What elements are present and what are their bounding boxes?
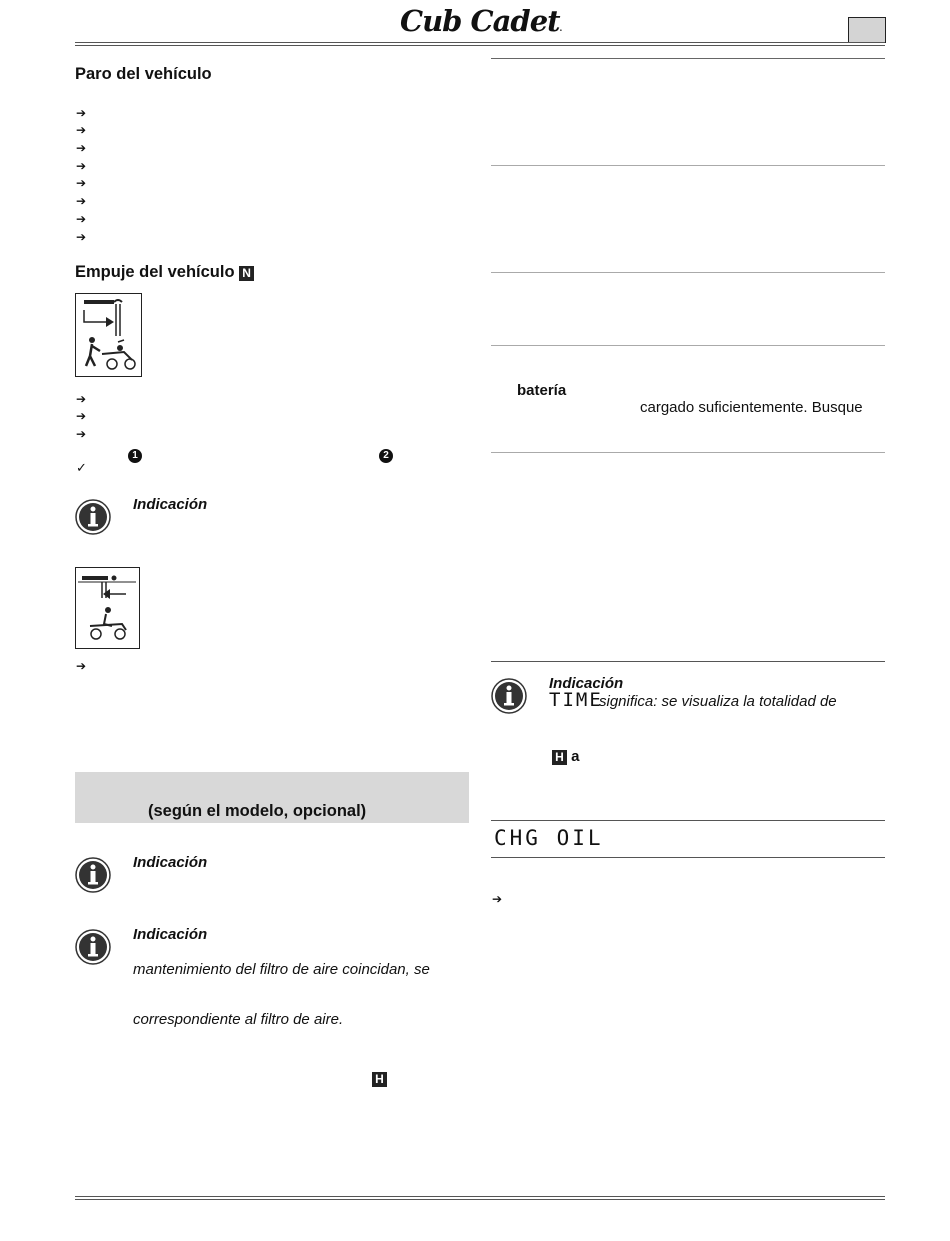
note-3-line-1: mantenimiento del filtro de aire coincidan, se (133, 961, 430, 978)
right-rule-6 (491, 661, 885, 662)
right-rule-7 (491, 820, 885, 821)
right-rule-5 (491, 452, 885, 453)
right-rule-4 (491, 345, 885, 346)
hour-badge-left (372, 1070, 387, 1088)
language-tab-box (848, 17, 886, 43)
step-one-marker (128, 445, 142, 463)
info-icon (75, 857, 111, 898)
chg-oil-display: CHG OIL (494, 826, 604, 850)
section-subtitle: (según el modelo, opcional) (148, 802, 367, 820)
arrow-right-icon: ➔ (76, 159, 87, 173)
drive-vehicle-illustration (75, 567, 140, 649)
arrow-right-icon: ➔ (76, 659, 87, 673)
info-icon (491, 678, 527, 719)
info-icon (75, 499, 111, 540)
step-one-number: 1 (128, 449, 142, 463)
right-rule-1 (491, 58, 885, 59)
arrow-right-icon: ➔ (76, 176, 87, 190)
note-1-label: Indicación (133, 496, 208, 513)
battery-text: cargado suficientemente. Busque (640, 399, 863, 416)
push-vehicle-title: Empuje del vehículo (75, 263, 235, 281)
arrow-right-icon: ➔ (76, 194, 87, 208)
arrow-right-icon: ➔ (76, 392, 87, 406)
step-two-marker (379, 445, 393, 463)
push-vehicle-illustration (75, 293, 142, 377)
step-two-number: 2 (379, 449, 393, 463)
hour-badge-right-suffix: a (571, 748, 580, 765)
hour-badge-right-letter: H (552, 750, 567, 765)
neutral-badge: N (239, 266, 254, 281)
time-text: significa: se visualiza la totalidad de (599, 693, 837, 710)
note-3-label: Indicación (133, 926, 208, 943)
battery-label: batería (517, 382, 567, 399)
push-vehicle-heading (75, 263, 254, 282)
arrow-right-icon: ➔ (76, 409, 87, 423)
arrow-right-icon: ➔ (492, 892, 503, 906)
stop-vehicle-heading: Paro del vehículo (75, 65, 212, 83)
brand-logo (400, 4, 580, 38)
hour-badge-right (552, 748, 580, 765)
brand-mark: . (559, 23, 562, 33)
check-mark: ✓ (76, 460, 87, 475)
brand-name: Cub Cadet (400, 4, 560, 38)
arrow-right-icon: ➔ (76, 106, 87, 120)
arrow-right-icon: ➔ (76, 212, 87, 226)
arrow-right-icon: ➔ (76, 427, 87, 441)
footer-rule-bottom (75, 1199, 885, 1200)
hour-badge-letter: H (372, 1072, 387, 1087)
header-rule-top (75, 42, 885, 43)
header-rule-bottom (75, 45, 885, 46)
right-rule-3 (491, 272, 885, 273)
arrow-right-icon: ➔ (76, 123, 87, 137)
right-rule-2 (491, 165, 885, 166)
right-note-label: Indicación (549, 675, 624, 692)
arrow-right-icon: ➔ (76, 141, 87, 155)
arrow-right-icon: ➔ (76, 230, 87, 244)
note-2-label: Indicación (133, 854, 208, 871)
right-rule-8 (491, 857, 885, 858)
time-display: TIME (549, 689, 603, 711)
footer-rule-top (75, 1196, 885, 1197)
note-3-line-2: correspondiente al filtro de aire. (133, 1011, 344, 1028)
info-icon (75, 929, 111, 970)
